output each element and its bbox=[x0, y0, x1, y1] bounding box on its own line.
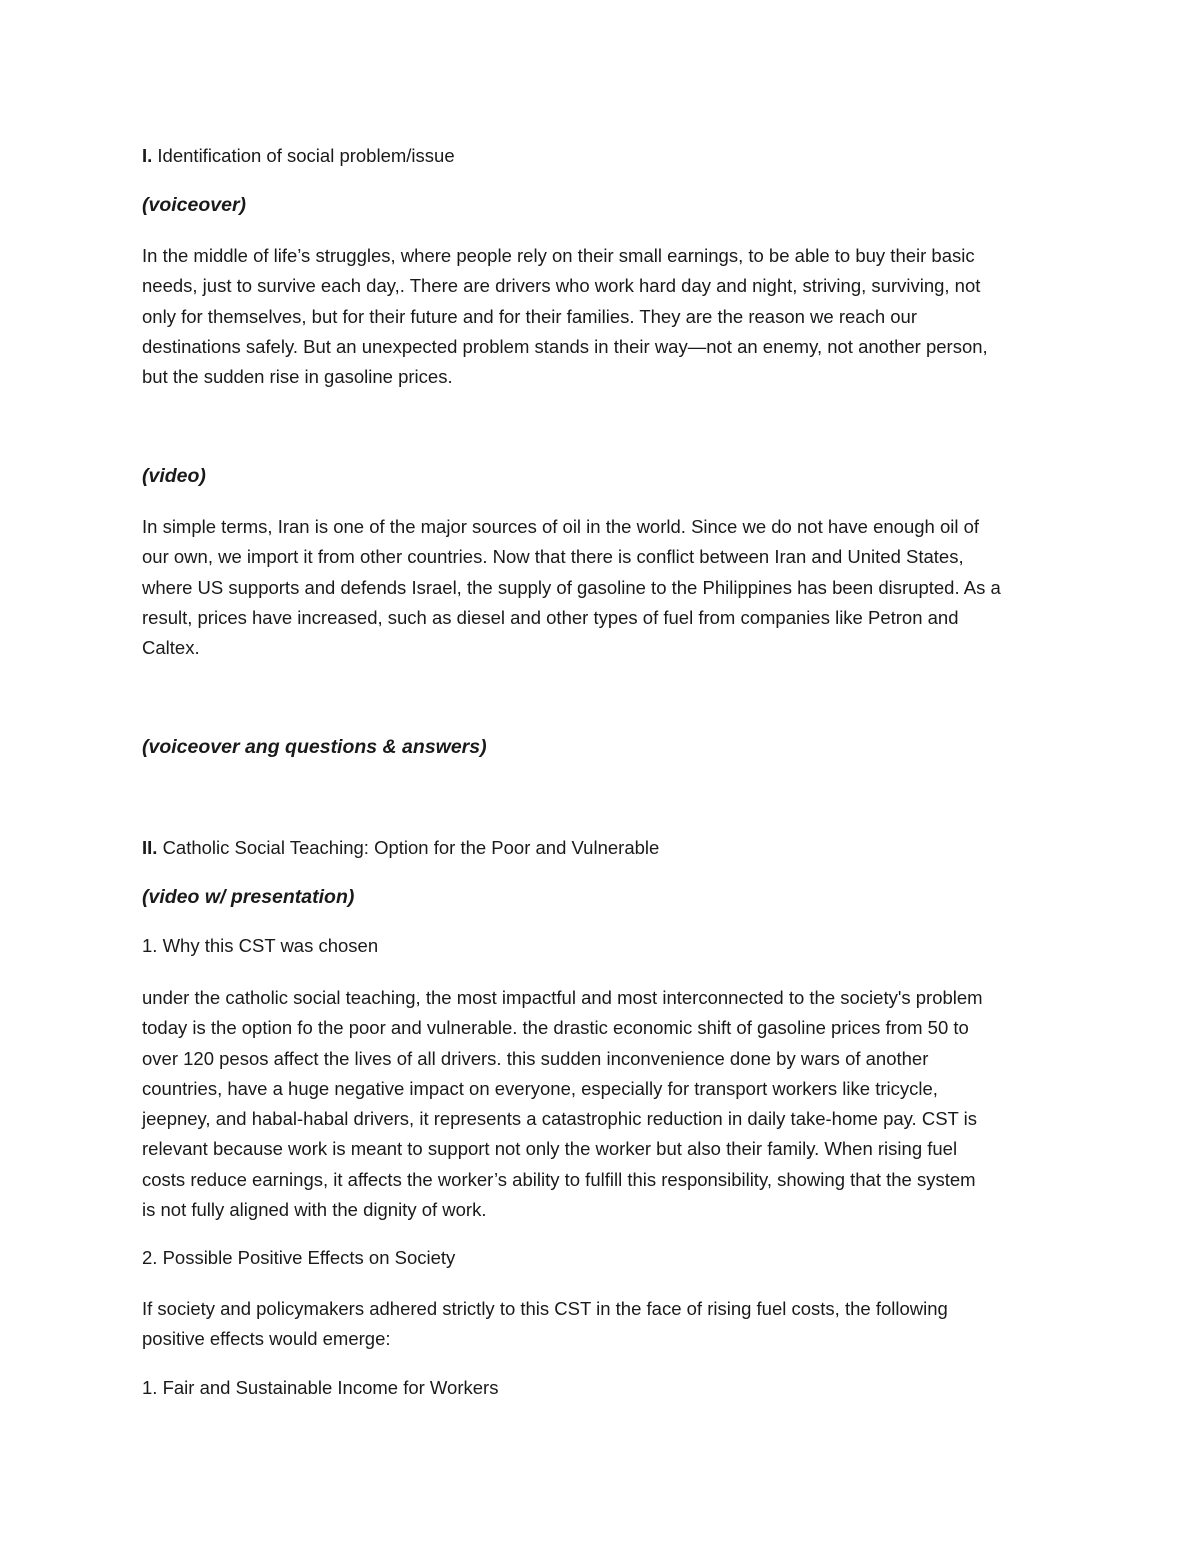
section-2-title: Catholic Social Teaching: Option for the Poor and Vulnerable bbox=[162, 837, 660, 858]
paragraph-line: but the sudden rise in gasoline prices. bbox=[142, 366, 453, 388]
paragraph-line: only for themselves, but for their future and for their families. They are the reason we reach our bbox=[142, 305, 917, 327]
paragraph-line: positive effects would emerge: bbox=[142, 1328, 391, 1350]
paragraph-line: countries, have a huge negative impact on everyone, especially for transport workers like tricycle, bbox=[142, 1077, 938, 1099]
paragraph-4 bbox=[142, 1294, 1062, 1355]
paragraph-line: jeepney, and habal-habal drivers, it represents a catastrophic reduction in daily take-home pay. CST is bbox=[142, 1108, 978, 1130]
paragraph-line: Caltex. bbox=[142, 637, 200, 659]
paragraph-line: is not fully aligned with the dignity of work. bbox=[142, 1199, 487, 1221]
item-1-heading: 1. Why this CST was chosen bbox=[142, 935, 379, 956]
section-2-heading bbox=[142, 837, 659, 859]
paragraph-3 bbox=[142, 983, 1062, 1225]
paragraph-line: In the middle of life’s struggles, where people rely on their small earnings, to be able to buy their basic bbox=[142, 245, 975, 266]
sub-item-1-heading: 1. Fair and Sustainable Income for Workers bbox=[142, 1377, 499, 1398]
paragraph-2 bbox=[142, 512, 1062, 663]
section-1-heading bbox=[142, 145, 455, 167]
paragraph-line: needs, just to survive each day,. There are drivers who work hard day and night, striving, surviving, not bbox=[142, 275, 981, 297]
paragraph-line: In simple terms, Iran is one of the major sources of oil in the world. Since we do not have enough oil of bbox=[142, 516, 980, 537]
section-1-numeral: I. bbox=[142, 145, 153, 166]
cue-voiceover: (voiceover) bbox=[142, 194, 247, 216]
paragraph-line: our own, we import it from other countries. Now that there is conflict between Iran and United States, bbox=[142, 546, 964, 568]
paragraph-line: today is the option fo the poor and vulnerable. the drastic economic shift of gasoline prices from 50 to bbox=[142, 1017, 969, 1039]
item-2-heading: 2. Possible Positive Effects on Society bbox=[142, 1247, 456, 1268]
paragraph-line: costs reduce earnings, it affects the worker’s ability to fulfill this responsibility, showing that the system bbox=[142, 1168, 976, 1190]
cue-video-presentation: (video w/ presentation) bbox=[142, 886, 355, 908]
section-1-title: Identification of social problem/issue bbox=[157, 145, 455, 166]
section-2-numeral: II. bbox=[142, 837, 158, 858]
paragraph-line: If society and policymakers adhered strictly to this CST in the face of rising fuel costs, the following bbox=[142, 1298, 948, 1319]
paragraph-line: over 120 pesos affect the lives of all drivers. this sudden inconvenience done by wars of another bbox=[142, 1047, 929, 1069]
paragraph-line: relevant because work is meant to support not only the worker but also their family. When rising fuel bbox=[142, 1138, 958, 1160]
paragraph-line: under the catholic social teaching, the most impactful and most interconnected to the society's problem bbox=[142, 987, 983, 1008]
paragraph-line: where US supports and defends Israel, the supply of gasoline to the Philippines has been disrupted. As a bbox=[142, 576, 1001, 598]
cue-voiceover-qa: (voiceover ang questions & answers) bbox=[142, 736, 487, 758]
paragraph-line: destinations safely. But an unexpected problem stands in their way—not an enemy, not another person, bbox=[142, 335, 988, 357]
paragraph-1 bbox=[142, 241, 1062, 392]
paragraph-line: result, prices have increased, such as diesel and other types of fuel from companies like Petron and bbox=[142, 606, 959, 628]
cue-video: (video) bbox=[142, 465, 206, 487]
